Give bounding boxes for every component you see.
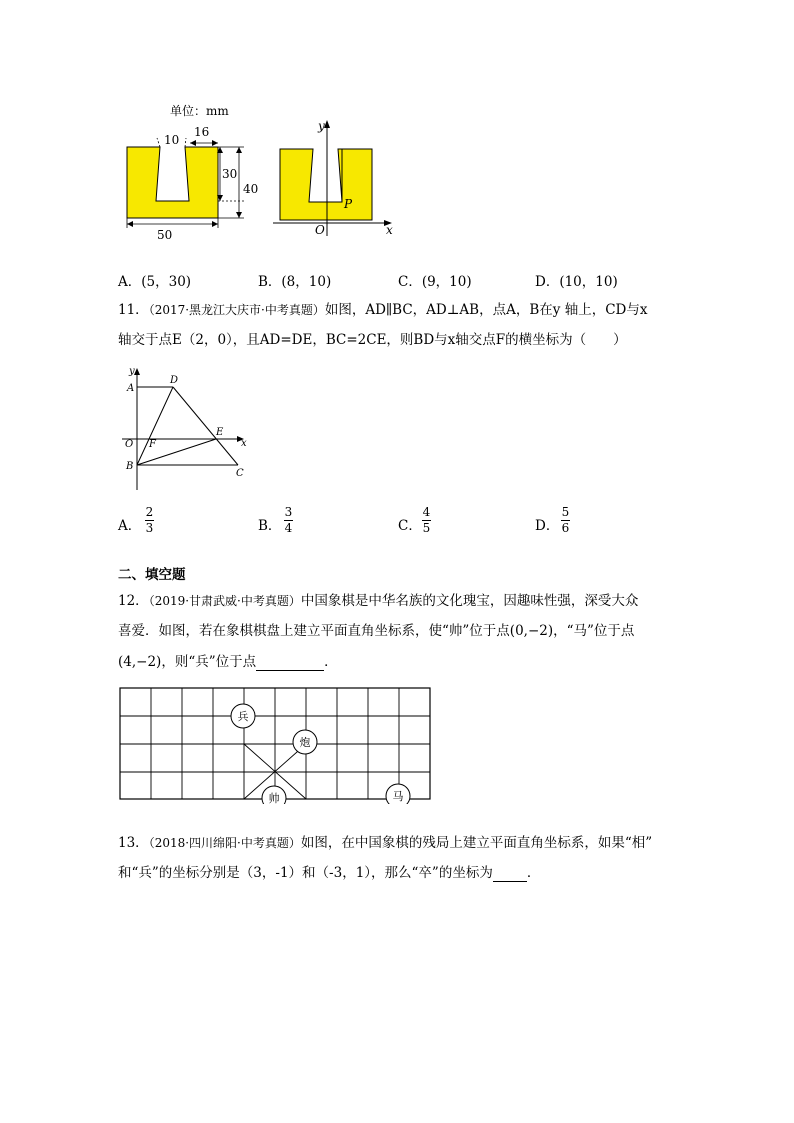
section-title: 二、填空题 bbox=[118, 567, 186, 583]
svg-text:马: 马 bbox=[392, 790, 404, 803]
q11-label-d: D bbox=[170, 375, 179, 386]
q10-option-d[interactable]: D．(10，10) bbox=[535, 274, 618, 290]
q11-number: 11． bbox=[118, 302, 149, 318]
q11-label-x: x bbox=[241, 438, 247, 449]
q12-line3: (4,−2)，则“兵”位于点 ． bbox=[118, 654, 338, 670]
q10-dim-16: 16 bbox=[194, 125, 210, 139]
q13-line1 bbox=[118, 835, 652, 851]
q10-figure bbox=[110, 98, 410, 242]
q10-right-block bbox=[280, 149, 372, 220]
q12-line1 bbox=[118, 593, 638, 609]
q10-axis-x: x bbox=[386, 223, 393, 237]
q10-unit-label: 单位：mm bbox=[170, 104, 229, 118]
q10-left-block bbox=[127, 147, 218, 218]
q12-line2: 喜爱．如图，若在象棋棋盘上建立平面直角坐标系，使“帅”位于点(0,−2)，“马”位于点 bbox=[118, 623, 635, 639]
q11-option-c[interactable]: C． bbox=[398, 518, 422, 534]
q11-option-b-fraction: 3 4 bbox=[284, 505, 293, 535]
q10-option-c[interactable]: C．(9，10) bbox=[398, 274, 472, 290]
q10-point-p: P bbox=[344, 197, 353, 211]
svg-text:帅: 帅 bbox=[268, 792, 280, 804]
q12-chessboard bbox=[118, 686, 434, 804]
q11-label-e: E bbox=[216, 427, 224, 438]
q12-text-3: (4,−2)，则“兵”位于点 bbox=[118, 654, 257, 670]
q10-dim-30: 30 bbox=[222, 167, 238, 181]
q11-label-y: y bbox=[129, 366, 135, 377]
q11-option-a-fraction: 2 3 bbox=[145, 505, 154, 535]
q13-number: 13． bbox=[118, 835, 149, 851]
q11-source: （2017·黑龙江大庆市·中考真题） bbox=[148, 303, 325, 317]
q12-text-1: 中国象棋是中华名族的文化瑰宝，因趣味性强，深受大众 bbox=[300, 593, 639, 609]
q11-option-d-fraction: 5 6 bbox=[561, 505, 570, 535]
q13-line2: 和“兵”的坐标分别是（3，-1）和（-3，1），那么“卒”的坐标为 ． bbox=[118, 865, 541, 881]
q13-answer-blank[interactable] bbox=[493, 865, 527, 882]
q11-text-1: 如图，AD∥BC，AD⊥AB，点A，B在y 轴上，CD与x bbox=[324, 302, 648, 318]
q10-dim-50: 50 bbox=[157, 228, 173, 242]
q12-piece-bing bbox=[231, 704, 255, 728]
q12-piece-pao bbox=[293, 730, 317, 754]
q10-origin: O bbox=[315, 223, 325, 237]
q13-source: （2018·四川绵阳·中考真题） bbox=[148, 836, 301, 850]
q11-figure bbox=[118, 364, 258, 494]
svg-text:炮: 炮 bbox=[299, 736, 311, 749]
q11-option-b[interactable]: B． bbox=[258, 518, 282, 534]
q11-option-d[interactable]: D． bbox=[535, 518, 560, 534]
svg-text:兵: 兵 bbox=[237, 710, 249, 723]
q10-option-b[interactable]: B．(8，10) bbox=[258, 274, 332, 290]
q11-line1 bbox=[118, 302, 647, 318]
q11-label-b: B bbox=[126, 461, 134, 472]
q11-label-a: A bbox=[127, 383, 135, 394]
q11-label-c: C bbox=[236, 468, 244, 479]
q11-option-a[interactable]: A． bbox=[118, 518, 142, 534]
q12-source: （2019·甘肃武威·中考真题） bbox=[148, 594, 301, 608]
q10-option-a[interactable]: A．(5，30) bbox=[118, 274, 192, 290]
q11-label-o: O bbox=[125, 439, 134, 450]
q12-number: 12． bbox=[118, 593, 149, 609]
q10-dim-10: 10 bbox=[164, 133, 180, 147]
q11-line2: 轴交于点E（2，0），且AD=DE，BC=2CE，则BD与x轴交点F的横坐标为（ ） bbox=[118, 332, 627, 348]
q10-dim-40: 40 bbox=[243, 182, 259, 196]
q13-text-2: 和“兵”的坐标分别是（3，-1）和（-3，1），那么“卒”的坐标为 bbox=[118, 865, 493, 881]
q11-option-c-fraction: 4 5 bbox=[422, 505, 431, 535]
q11-label-f: F bbox=[149, 439, 156, 450]
q10-axis-y: y bbox=[318, 119, 325, 133]
q12-answer-blank[interactable] bbox=[256, 654, 324, 671]
q12-piece-shuai bbox=[262, 786, 286, 804]
q13-text-1: 如图，在中国象棋的残局上建立平面直角坐标系，如果“相” bbox=[300, 835, 653, 851]
q12-piece-ma bbox=[386, 784, 410, 804]
